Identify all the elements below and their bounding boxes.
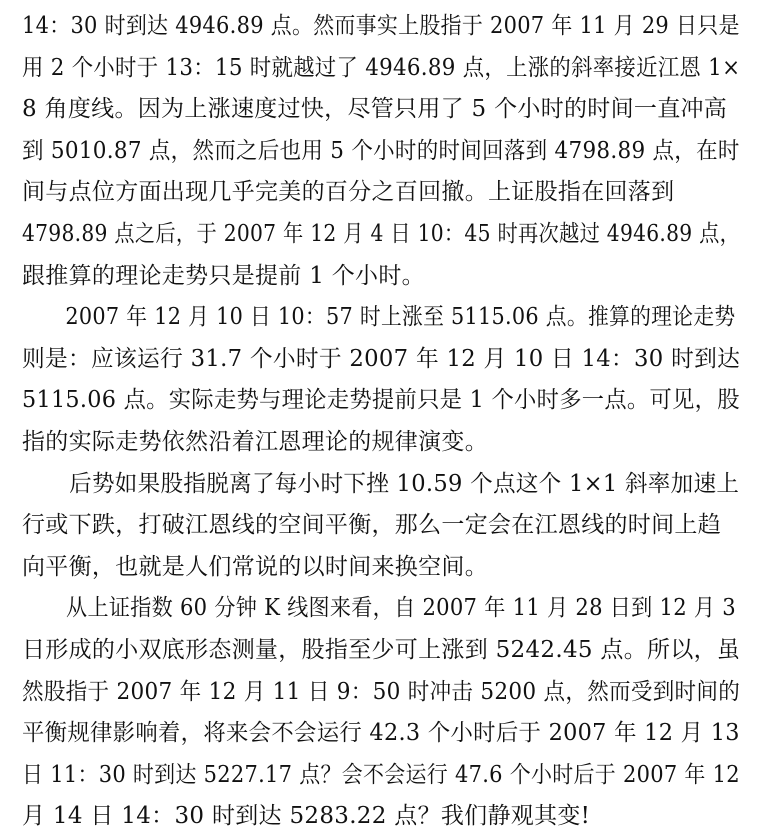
- text-line: 从上证指数 60 分钟 K 线图来看，自 2007 年 11 月 28 日到 12 月 3: [66, 595, 737, 622]
- text-line: 2007 年 12 月 10 日 10：57 时上涨至 5115.06 点。推算的理论走势: [65, 304, 736, 331]
- text-line: 14：30 时到达 4946.89 点。然而事实上股指于 2007 年 11 月 29 日只是: [22, 13, 740, 39]
- text-line: 则是：应该运行 31.7 个小时于 2007 年 12 月 10 日 14：30 时到达: [22, 345, 741, 372]
- text-line: 向平衡，也就是人们常说的以时间来换空间。: [22, 553, 488, 580]
- text-line: 日 11：30 时到达 5227.17 点？会不会运行 47.6 个小时后于 2007 年 12: [22, 761, 740, 788]
- text-line: 到 5010.87 点，然而之后也用 5 个小时的时间回落到 4798.89 点，在时: [22, 137, 740, 164]
- paragraph-3: [22, 464, 740, 589]
- text-line: 然股指于 2007 年 12 月 11 日 9：50 时冲击 5200 点，然而受到时间的: [22, 678, 741, 705]
- text-line: 后势如果股指脱离了每小时下挫 10.59 个点这个 1×1 斜率加速上: [69, 470, 740, 497]
- text-line: 间与点位方面出现几乎完美的百分之百回撤。上证股指在回落到: [22, 179, 675, 206]
- text-line: 平衡规律影响着，将来会不会运行 42.3 个小时后于 2007 年 12 月 13: [22, 720, 740, 747]
- text-line: 5115.06 点。实际走势与理论走势提前只是 1 个小时多一点。可见，股: [22, 387, 740, 414]
- text-line: 用 2 个小时于 13：15 时就越过了 4946.89 点，上涨的斜率接近江恩 1×: [22, 54, 741, 81]
- text-line: 指的实际走势依然沿着江恩理论的规律演变。: [22, 428, 488, 455]
- text-line: 跟推算的理论走势只是提前 1 个小时。: [22, 262, 425, 289]
- paragraph-1: [22, 6, 740, 297]
- text-line: 8 角度线。因为上涨速度过快，尽管只用了 5 个小时的时间一直冲高: [22, 96, 728, 123]
- paragraph-2: [22, 297, 740, 463]
- text-line: 行或下跌，打破江恩线的空间平衡，那么一定会在江恩线的时间上趋: [22, 512, 721, 539]
- text-line: 月 14 日 14：30 时到达 5283.22 点？我们静观其变!: [22, 803, 591, 830]
- paragraph-4: [22, 588, 740, 838]
- document-page: [22, 6, 740, 838]
- text-line: 4798.89 点之后，于 2007 年 12 月 4 日 10：45 时再次越过 4946.89 点，: [22, 220, 741, 247]
- text-line: 日形成的小双底形态测量，股指至少可上涨到 5242.45 点。所以，虽: [22, 636, 741, 663]
